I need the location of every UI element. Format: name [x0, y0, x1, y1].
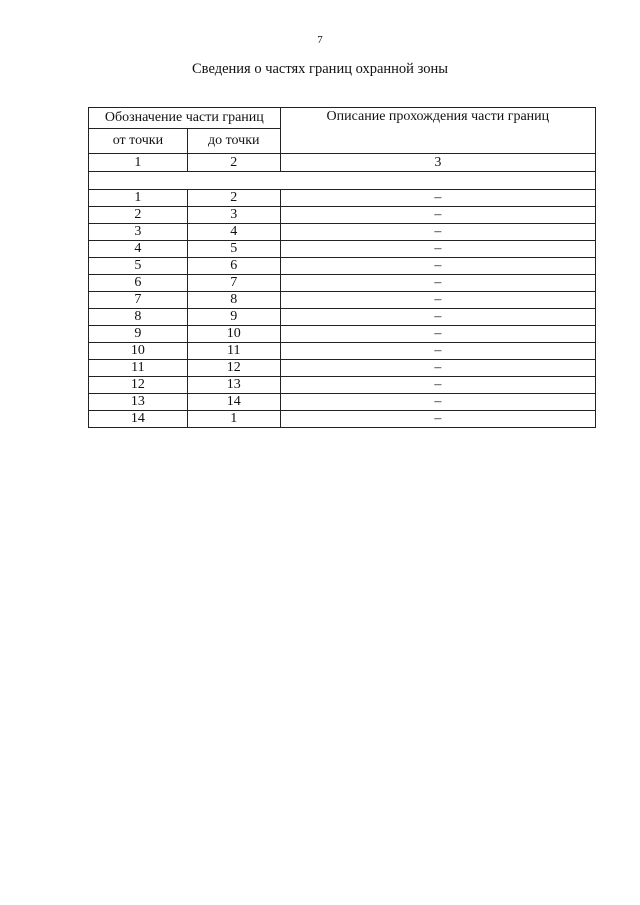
description-cell: – [280, 394, 595, 411]
from-point-cell: 1 [89, 190, 188, 207]
description-header: Описание прохождения части границ [280, 108, 595, 154]
description-cell: – [280, 377, 595, 394]
from-point-cell: 12 [89, 377, 188, 394]
page-number: 7 [317, 34, 323, 46]
table-row [89, 394, 596, 411]
table-row [89, 309, 596, 326]
table-spacer-row [89, 172, 596, 190]
table-row [89, 241, 596, 258]
from-point-cell: 11 [89, 360, 188, 377]
table-row [89, 275, 596, 292]
to-point-header: до точки [187, 129, 280, 154]
description-cell: – [280, 190, 595, 207]
description-cell: – [280, 258, 595, 275]
description-cell: – [280, 343, 595, 360]
column-numbers-row [89, 154, 596, 172]
to-point-cell: 6 [187, 258, 280, 275]
to-point-cell: 7 [187, 275, 280, 292]
from-point-cell: 7 [89, 292, 188, 309]
to-point-cell: 12 [187, 360, 280, 377]
from-point-cell: 6 [89, 275, 188, 292]
description-cell: – [280, 207, 595, 224]
description-cell: – [280, 360, 595, 377]
page-title: Сведения о частях границ охранной зоны [192, 61, 448, 77]
table-row [89, 224, 596, 241]
to-point-cell: 5 [187, 241, 280, 258]
from-point-header: от точки [89, 129, 188, 154]
table-row [89, 360, 596, 377]
from-point-cell: 5 [89, 258, 188, 275]
description-cell: – [280, 275, 595, 292]
to-point-cell: 9 [187, 309, 280, 326]
boundary-parts-table [88, 107, 596, 428]
description-cell: – [280, 224, 595, 241]
table-header-row [89, 108, 596, 129]
to-point-cell: 11 [187, 343, 280, 360]
to-point-cell: 13 [187, 377, 280, 394]
from-point-cell: 3 [89, 224, 188, 241]
to-point-cell: 4 [187, 224, 280, 241]
from-point-cell: 4 [89, 241, 188, 258]
table-row [89, 377, 596, 394]
description-cell: – [280, 326, 595, 343]
designation-header: Обозначение части границ [89, 108, 281, 129]
from-point-cell: 9 [89, 326, 188, 343]
to-point-cell: 14 [187, 394, 280, 411]
to-point-cell: 2 [187, 190, 280, 207]
table-row [89, 258, 596, 275]
column-number: 3 [280, 154, 595, 172]
from-point-cell: 10 [89, 343, 188, 360]
column-number: 2 [187, 154, 280, 172]
to-point-cell: 1 [187, 411, 280, 428]
table-row [89, 190, 596, 207]
table-row [89, 411, 596, 428]
to-point-cell: 8 [187, 292, 280, 309]
from-point-cell: 2 [89, 207, 188, 224]
description-cell: – [280, 241, 595, 258]
table-row [89, 292, 596, 309]
to-point-cell: 3 [187, 207, 280, 224]
empty-cell [89, 172, 596, 190]
description-cell: – [280, 292, 595, 309]
table-row [89, 207, 596, 224]
from-point-cell: 8 [89, 309, 188, 326]
description-cell: – [280, 309, 595, 326]
column-number: 1 [89, 154, 188, 172]
description-cell: – [280, 411, 595, 428]
table-row [89, 343, 596, 360]
table-row [89, 326, 596, 343]
from-point-cell: 14 [89, 411, 188, 428]
from-point-cell: 13 [89, 394, 188, 411]
to-point-cell: 10 [187, 326, 280, 343]
